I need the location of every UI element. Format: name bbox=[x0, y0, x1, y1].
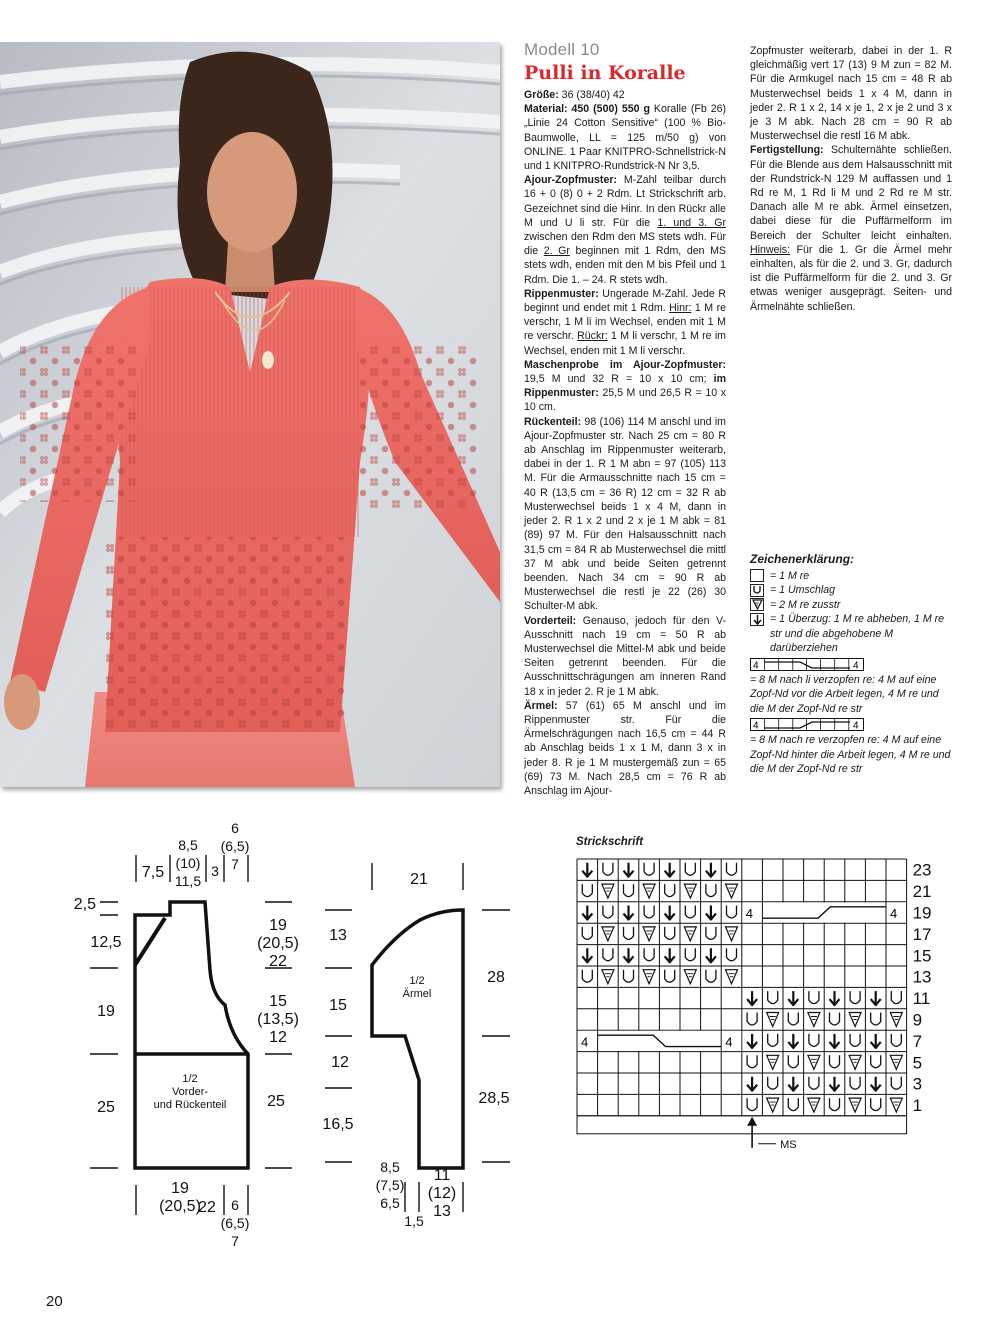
cable-number-right: 4 bbox=[890, 906, 898, 922]
row-number: 17 bbox=[912, 924, 932, 944]
chart-cell bbox=[685, 863, 695, 876]
sleeve-outline bbox=[372, 910, 463, 1168]
size-paragraph: Größe: 36 (38/40) 42 bbox=[524, 89, 625, 101]
cable-number-left: 4 bbox=[745, 906, 754, 922]
dim-top-a: 7,5 bbox=[141, 864, 165, 881]
chart-cell bbox=[891, 991, 901, 1004]
chart-row bbox=[582, 884, 737, 898]
dim-bottom-b: 22 bbox=[198, 1199, 216, 1216]
lace-cable-paragraph: Ajour-Zopfmuster: M-Zahl teilbar durch 16 + 0 (8) 0 + 2 Rdm. Lt Strickschrift arb. Gezeichnet sind die Hinr. In den Rückr alle M und U li str. Für die 1. und 3. Gr zwischen den Rdm den MS stets wdh. Für die 2. Gr beginnen mit 1 Rdm, den MS stets wdh, enden mit den M bis Pfeil und 1 Rdm. Die 1. – 24. R stets wdh. bbox=[524, 174, 726, 286]
legend-item-yarnover: = 1 Umschlag bbox=[750, 583, 955, 598]
chart-row bbox=[582, 970, 737, 984]
chart-cell bbox=[891, 1077, 901, 1090]
legend-title: Zeichenerklärung: bbox=[750, 552, 855, 566]
chart-cell bbox=[665, 970, 675, 983]
chart-cell bbox=[706, 970, 716, 983]
dim-right-a3: 22 bbox=[269, 953, 287, 970]
chart-cell bbox=[788, 1055, 798, 1068]
sleeve-paragraph: Ärmel: 57 (61) 65 M anschl und im Rippenmuster str. Für die Ärmelschrägungen nach 16,5 cm = 44 R ab Anschlag beids 1 x 1 M, dann 3 x in jeder 8. R je 1 M mustergemäß zun = 65 (69) 73 M. Nach 28,5 cm = 76 R ab Anschlag im Ajour- bbox=[524, 699, 726, 797]
material-paragraph: Material: 450 (500) 550 g Koralle (Fb 26) „Linie 24 Cotton Sensitive“ (100 % Bio-Baumwolle, LL = 125 m/50 g) von ONLINE. 1 Paar KNITPRO-Schnellstrick-N und 1 KNITPRO-Rundstrick-N Nr 3,5. bbox=[524, 103, 727, 173]
chart-cell bbox=[747, 1013, 757, 1026]
legend-item-cable-left: 4 4 = 8 M nach li verzopfen re: 4 M auf eine Zopf-Nd vor die Arbeit legen, 4 M re und die M der Zopf-Nd re str bbox=[750, 658, 955, 717]
chart-cell bbox=[850, 1077, 860, 1090]
chart-cell bbox=[727, 863, 737, 876]
dim-sleeve-top: 21 bbox=[410, 871, 428, 888]
sleeve-right-ticks bbox=[482, 910, 510, 1162]
legend-item-cable-right: 4 4 = 8 M nach re verzopfen re: 4 M auf eine Zopf-Nd hinter die Arbeit legen, 4 M re und die M der Zopf-Nd re str bbox=[750, 718, 955, 777]
sleeve-label-1: 1/2 bbox=[409, 975, 425, 987]
dim-sleeve-bottom-c1: 11 bbox=[433, 1167, 451, 1184]
row-number: 19 bbox=[912, 903, 932, 923]
dim-top-d1: 6 bbox=[231, 820, 239, 836]
chart-cell bbox=[809, 991, 819, 1004]
instructions-column-2 bbox=[750, 44, 952, 314]
chart-cell bbox=[665, 906, 675, 920]
chart-cell bbox=[809, 1077, 819, 1090]
legend-item-knit: = 1 M re bbox=[750, 569, 955, 584]
chart-cell bbox=[582, 906, 592, 920]
chart-cell bbox=[706, 927, 716, 940]
dim-sleeve-left-1: 13 bbox=[329, 927, 347, 944]
chart-cell bbox=[850, 1034, 860, 1047]
chart-cell bbox=[726, 970, 738, 984]
dim-bottom-c2: (6,5) bbox=[220, 1215, 250, 1231]
chart-cell bbox=[665, 863, 675, 877]
chart-cell bbox=[788, 1013, 798, 1026]
row-number: 9 bbox=[912, 1010, 923, 1030]
chart-cell bbox=[871, 1034, 881, 1048]
chart-cell bbox=[849, 1013, 861, 1027]
dim-right-a1: 19 bbox=[269, 917, 287, 934]
chart-cell bbox=[767, 1055, 779, 1069]
chart-cell bbox=[747, 1034, 757, 1048]
chart-cell bbox=[643, 884, 655, 898]
chart-cell bbox=[582, 970, 592, 983]
body-label-3: und Rückenteil bbox=[153, 1099, 227, 1111]
chart-cell bbox=[871, 1077, 881, 1091]
dim-bottom-c1: 6 bbox=[231, 1197, 239, 1213]
svg-text:4: 4 bbox=[853, 660, 859, 671]
sleeve-label-2: Ärmel bbox=[402, 988, 432, 1000]
chart-cell bbox=[582, 927, 592, 940]
symbol-legend bbox=[750, 552, 955, 777]
row-number: 11 bbox=[912, 989, 931, 1009]
chart-cell bbox=[582, 884, 592, 897]
chart-cell bbox=[665, 948, 675, 962]
chart-row bbox=[582, 927, 737, 941]
row-number: 5 bbox=[912, 1053, 923, 1073]
chart-cell bbox=[582, 948, 592, 962]
dim-bottom-a2: (20,5) bbox=[159, 1198, 201, 1215]
chart-cell bbox=[684, 884, 696, 898]
row-number: 3 bbox=[912, 1074, 923, 1094]
chart-cell bbox=[768, 991, 778, 1004]
body-label-2: Vorder- bbox=[171, 1086, 209, 1098]
chart-cell bbox=[624, 970, 634, 983]
chart-cell bbox=[706, 948, 716, 962]
chart-cell bbox=[644, 863, 654, 876]
arrow-box-icon bbox=[750, 613, 764, 626]
dim-bottom-a1: 19 bbox=[171, 1180, 189, 1197]
ms-strip bbox=[577, 1116, 907, 1134]
dim-top-b2: (10) bbox=[175, 855, 201, 871]
dim-bottom-c3: 7 bbox=[231, 1233, 239, 1249]
chart-cell bbox=[706, 906, 716, 920]
chart-cell bbox=[850, 991, 860, 1004]
dim-right-c: 25 bbox=[267, 1093, 285, 1110]
chart-cell bbox=[871, 1055, 881, 1068]
chart-cell bbox=[582, 863, 592, 877]
dim-sleeve-bottom-b: 1,5 bbox=[404, 1213, 424, 1229]
chart-cell bbox=[891, 1034, 901, 1047]
chart-cell bbox=[767, 1013, 779, 1027]
dim-top-c: 3 bbox=[211, 863, 219, 879]
chart-cell bbox=[808, 1098, 820, 1112]
chart-cell bbox=[767, 1098, 779, 1112]
sleeve-continued-paragraph: Zopfmuster weiterarb, dabei in der 1. R gleichmäßig vert 17 (13) 9 M zun = 82 M. Für die Armkugel nach 15 cm = 48 R ab Musterwechsel beids 1 x 4 M, dann in jeder 2. R 1 x 2, 14 x je 1, 2 x je 2 und 3 x je 3 M abk. Nach 28 cm = 90 R ab Musterwechsel die restl 16 M abk. bbox=[750, 45, 952, 143]
row-number: 13 bbox=[912, 967, 932, 987]
chart-cell bbox=[871, 991, 881, 1005]
chart-cell bbox=[788, 1034, 798, 1048]
u-box-icon bbox=[750, 584, 764, 597]
chart-cell bbox=[643, 927, 655, 941]
finishing-paragraph: Fertigstellung: Schulternähte schließen. Für die Blende aus dem Halsausschnitt mit der Rundstrick-N 129 M auffassen und 1 Rd re M, 1 Rd li M und 2 Rd re M str. Danach alle M re abk. Ärmel einsetzen, dabei diese für die Puffärmelform im Bereich der Schulter leicht einhalten. Hinweis: Für die 1. Gr die Ärmel mehr einhalten, als für die 2. und 3. Gr, dadurch ist die Puffärmelform für die 2. und 3. Gr etwas weniger ausgeprägt. Seiten- und Ärmelnähte schließen. bbox=[750, 144, 952, 313]
v-neck-line bbox=[135, 918, 165, 965]
chart-cell bbox=[602, 884, 614, 898]
chart-cell bbox=[685, 906, 695, 919]
chart-cell bbox=[747, 991, 757, 1005]
chart-cell bbox=[747, 1098, 757, 1111]
dim-sleeve-bottom-a3: 6,5 bbox=[380, 1195, 400, 1211]
cable-number-right: 4 bbox=[725, 1034, 733, 1050]
ms-label: MS bbox=[780, 1138, 797, 1150]
pattern-schematic bbox=[0, 810, 540, 1260]
dim-sleeve-right-1: 28 bbox=[487, 969, 505, 986]
dim-right-b1: 15 bbox=[269, 993, 287, 1010]
instructions-column-1 bbox=[524, 88, 726, 798]
chart-cell bbox=[809, 1034, 819, 1047]
chart-cell bbox=[726, 927, 738, 941]
chart-cell bbox=[871, 1013, 881, 1026]
chart-row bbox=[582, 902, 906, 923]
pattern-title: Pulli in Koralle bbox=[524, 62, 686, 84]
k2tog-box-icon bbox=[750, 598, 764, 611]
chart-cell bbox=[830, 1013, 840, 1026]
chart-cell bbox=[768, 1077, 778, 1090]
chart-cell bbox=[890, 1098, 902, 1112]
chart-cell bbox=[830, 1077, 840, 1091]
chart-cell bbox=[808, 1055, 820, 1069]
dim-top-b3: 11,5 bbox=[174, 873, 202, 889]
gauge-paragraph: Maschenprobe im Ajour-Zopfmuster: 19,5 M und 32 R = 10 x 10 cm; im Rippenmuster: 25,5 M und 26,5 R = 10 x 10 cm. bbox=[524, 358, 726, 414]
row-number: 7 bbox=[912, 1031, 923, 1051]
chart-cell bbox=[890, 1055, 902, 1069]
dim-right-b3: 12 bbox=[269, 1029, 287, 1046]
cable-number-left: 4 bbox=[581, 1034, 589, 1050]
dim-left-b: 12,5 bbox=[90, 934, 122, 951]
chart-cell bbox=[602, 927, 614, 941]
chart-cell bbox=[644, 906, 654, 919]
row-number: 23 bbox=[912, 860, 932, 880]
chart-cell bbox=[603, 948, 613, 961]
chart-title: Strickschrift bbox=[576, 836, 644, 848]
knitting-chart bbox=[560, 850, 960, 1150]
chart-cell bbox=[624, 884, 634, 897]
chart-cell bbox=[747, 1055, 757, 1068]
dim-right-a2: (20,5) bbox=[257, 935, 299, 952]
chart-cell bbox=[684, 927, 696, 941]
chart-cell bbox=[624, 927, 634, 940]
cable-right-icon bbox=[750, 718, 866, 732]
svg-text:4: 4 bbox=[853, 720, 859, 732]
chart-cell bbox=[727, 906, 737, 919]
chart-cell bbox=[788, 1098, 798, 1111]
dim-sleeve-bottom-a1: 8,5 bbox=[380, 1159, 400, 1175]
chart-cell bbox=[624, 948, 634, 962]
chart-row bbox=[578, 1030, 902, 1051]
dim-sleeve-bottom-c3: 13 bbox=[433, 1203, 451, 1220]
chart-cell bbox=[808, 1013, 820, 1027]
chart-cell bbox=[830, 1098, 840, 1111]
chart-cell bbox=[624, 863, 634, 877]
dim-sleeve-right-2: 28,5 bbox=[478, 1090, 510, 1107]
chart-cell bbox=[890, 1013, 902, 1027]
dim-sleeve-left-3: 12 bbox=[331, 1054, 349, 1071]
empty-box-icon bbox=[750, 569, 764, 582]
front-paragraph: Vorderteil: Genauso, jedoch für den V-Ausschnitt nach 19 cm = 50 R ab Musterwechsel die Mittel-M abk und beide Seiten getrennt beenden. Für die Ausschnittschrägungen am inneren Rand 18 x in jeder 2. R je 1 M abk. bbox=[524, 614, 726, 698]
model-photo bbox=[0, 42, 500, 787]
chart-cell bbox=[830, 991, 840, 1005]
back-paragraph: Rückenteil: 98 (106) 114 M anschl und im Ajour-Zopfmuster str. Nach 25 cm = 80 R ab Anschlag im Rippenmuster weiterarb, dabei in der 1. R 1 M abn = 97 (105) 113 M. Für die Armausschnitte nach 15 cm = 40 R (13,5 cm = 36 R) 12 cm = 32 R ab Musterwechsel beids 1 x 4 M, dann in jeder 2. R 1 x 2 und 2 x je 1 M abk = 81 (89) 97 M. Für den Halsausschnitt nach 31,5 cm = 84 R ab Musterwechsel die mittl 37 M abk und beide Seiten getrennt beenden. Nach 34 cm = 90 R ab Musterwechsel die restl je 22 (26) 30 Schulter-M abk. bbox=[524, 415, 726, 613]
dim-sleeve-left-4: 16,5 bbox=[322, 1116, 354, 1133]
row-number: 15 bbox=[912, 946, 932, 966]
chart-cell bbox=[849, 1055, 861, 1069]
dim-top-d2: (6,5) bbox=[220, 838, 250, 854]
chart-cell bbox=[788, 1077, 798, 1091]
row-number: 1 bbox=[912, 1096, 923, 1116]
page-number: 20 bbox=[46, 1293, 63, 1310]
chart-cell bbox=[685, 948, 695, 961]
chart-cell bbox=[830, 1055, 840, 1068]
chart-cell bbox=[603, 906, 613, 919]
chart-cell bbox=[624, 906, 634, 920]
ms-arrow-head bbox=[747, 1117, 757, 1126]
chart-cell bbox=[871, 1098, 881, 1111]
dim-sleeve-bottom-c2: (12) bbox=[427, 1185, 457, 1202]
row-number: 21 bbox=[912, 882, 932, 902]
dim-sleeve-bottom-a2: (7,5) bbox=[375, 1177, 405, 1193]
chart-cell bbox=[665, 884, 675, 897]
svg-text:4: 4 bbox=[753, 720, 759, 732]
legend-item-k2tog: = 2 M re zusstr bbox=[750, 598, 955, 613]
chart-cell bbox=[603, 863, 613, 876]
chart-cell bbox=[644, 948, 654, 961]
chart-cell bbox=[830, 1034, 840, 1048]
dim-top-b1: 8,5 bbox=[178, 837, 198, 853]
chart-cell bbox=[602, 970, 614, 984]
dim-left-c: 19 bbox=[97, 1003, 115, 1020]
chart-grid bbox=[577, 859, 907, 1116]
chart-cell bbox=[727, 948, 737, 961]
body-label-1: 1/2 bbox=[182, 1073, 198, 1085]
chart-cell bbox=[684, 970, 696, 984]
chart-cell bbox=[849, 1098, 861, 1112]
chart-cell bbox=[706, 884, 716, 897]
model-number: Modell 10 bbox=[524, 40, 600, 59]
chart-cell bbox=[706, 863, 716, 877]
dim-left-d: 25 bbox=[97, 1099, 115, 1116]
rib-paragraph: Rippenmuster: Ungerade M-Zahl. Jede R beginnt und endet mit 1 Rdm. Hinr: 1 M re verschr, 1 M li im Wechsel, enden mit 1 M re verschr. Rückr: 1 M li verschr, 1 M re im Wechsel, enden mit 1 M li verschr. bbox=[524, 287, 726, 357]
chart-cell bbox=[747, 1077, 757, 1091]
chart-cell bbox=[788, 991, 798, 1005]
dim-left-a: 2,5 bbox=[73, 896, 96, 913]
dim-sleeve-left-2: 15 bbox=[329, 997, 347, 1014]
dim-right-b2: (13,5) bbox=[257, 1011, 299, 1028]
chart-cell bbox=[643, 970, 655, 984]
chart-cell bbox=[726, 884, 738, 898]
chart-cell bbox=[768, 1034, 778, 1047]
dim-top-d3: 7 bbox=[231, 856, 239, 872]
chart-cell bbox=[665, 927, 675, 940]
legend-item-ssk: = 1 Überzug: 1 M re abheben, 1 M re str und die abgehobene M darüberziehen bbox=[750, 612, 955, 656]
cable-left-icon bbox=[750, 658, 866, 672]
svg-text:4: 4 bbox=[753, 660, 759, 671]
